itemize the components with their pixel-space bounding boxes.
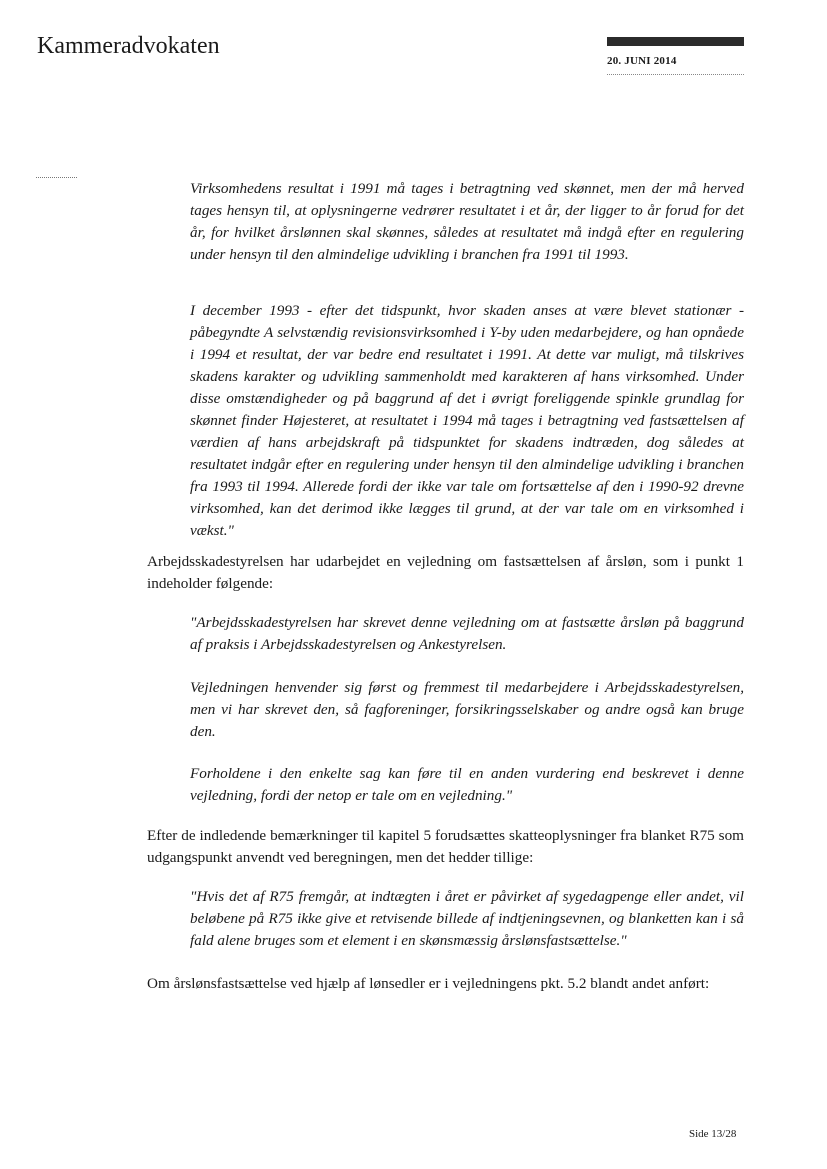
quote-paragraph: Forholdene i den enkelte sag kan føre til en anden vurdering end beskrevet i denne vejledning, fordi der netop er tale om en vejledning.": [190, 765, 744, 804]
margin-mark: [36, 177, 77, 178]
body-paragraph: Om årslønsfastsættelse ved hjælp af lønsedler er i vejledningens pkt. 5.2 blandt andet anført:: [147, 975, 710, 992]
quote-paragraph: Vejledningen henvender sig først og fremmest til medarbejdere i Arbejdsskadestyrelsen, men vi har skrevet den, så fagforeninger, forsikringsselskaber og andre også kan bruge den.: [190, 679, 744, 740]
header-divider: [607, 74, 744, 75]
quote-paragraph: Virksomhedens resultat i 1991 må tages i betragtning ved skønnet, men der må herved tages hensyn til, at oplysningerne vedrører resultatet i et år, der ligger to år forud for det år, for hvilket årslønnen skal skønnes, således at resultatet må indgå efter en regulering under hensyn til den almindelige udvikling i branchen fra 1991 til 1993.: [190, 180, 744, 263]
body-paragraph: Efter de indledende bemærkninger til kapitel 5 forudsættes skatteoplysninger fra blanket R75 som udgangspunkt anvendt ved beregningen, men det hedder tillige:: [147, 827, 744, 866]
org-name: Kammeradvokaten: [37, 33, 220, 59]
quote-paragraph: I december 1993 - efter det tidspunkt, hvor skaden anses at være blevet stationær - påbegyndte A selvstændig revisionsvirksomhed i Y-by uden medarbejdere, og han opnåede i 1994 et resultat, der var bedre end resultatet i 1991. At dette var muligt, må tilskrives skadens karakter og udvikling sammenholdt med karakteren af hans virksomhed. Under disse omstændigheder og på baggrund af det i øvrigt foreliggende spinkle grundlag for skønnet finder Højesteret, at resultatet i 1994 må tages i betragtning ved fastsættelsen af værdien af hans arbejdskraft på tidspunktet for skadens indtræden, dog således at resultatet indgår efter en regulering under hensyn til den almindelige udvikling i branchen fra 1993 til 1994. Allerede fordi der ikke var tale om fortsættelse af den i 1990-92 drevne virksomhed, kan det derimod ikke lægges til grund, at der var tale om en virksomhed i vækst.": [190, 302, 744, 539]
header-date: 20. JUNI 2014: [607, 55, 677, 67]
page-number: Side 13/28: [689, 1128, 737, 1140]
body-paragraph: Arbejdsskadestyrelsen har udarbejdet en vejledning om fastsættelsen af årsløn, som i punkt 1 indeholder følgende:: [147, 553, 744, 592]
header-bar: [607, 37, 744, 46]
quote-paragraph: "Hvis det af R75 fremgår, at indtægten i året er påvirket af sygedagpenge eller andet, vil beløbene på R75 ikke give et retvisende billede af indtjeningsevnen, og blanketten kan i så fald alene bruges som et element i en skønsmæssig årslønsfastsættelse.": [190, 888, 744, 949]
quote-paragraph: "Arbejdsskadestyrelsen har skrevet denne vejledning om at fastsætte årsløn på baggrund af praksis i Arbejdsskadestyrelsen og Ankestyrelsen.: [190, 614, 744, 653]
